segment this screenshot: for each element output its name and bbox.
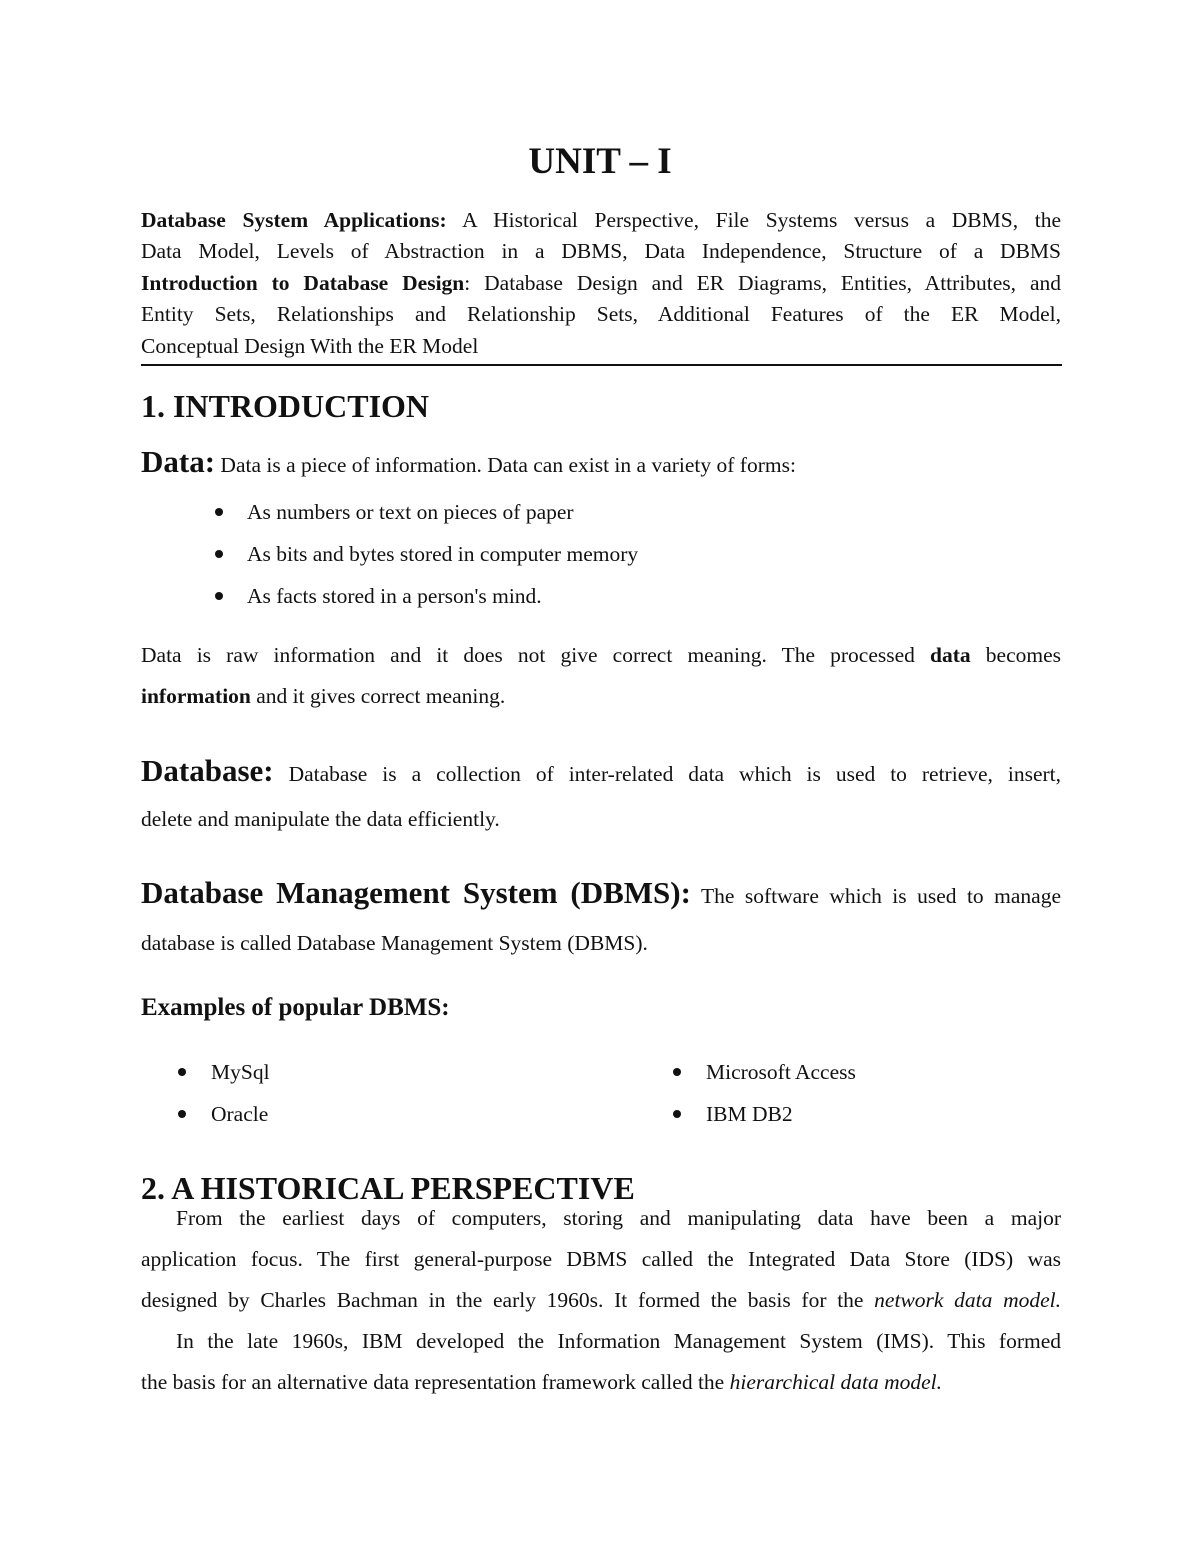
- term-dbms: Database Management System (DBMS):: [141, 875, 691, 910]
- syllabus-line: Conceptual Design With the ER Model: [141, 333, 479, 358]
- paragraph-line: delete and manipulate the data efficiently.: [141, 807, 500, 831]
- term-database: Database:: [141, 753, 274, 788]
- syllabus-text: : Database Design and ER Diagrams, Entities, Attributes, and: [464, 270, 1062, 295]
- paragraph-text: The software which is used to manage: [690, 884, 1061, 908]
- paragraph-line: [141, 753, 1061, 789]
- syllabus-line: Data Model, Levels of Abstraction in a DBMS, Data Independence, Structure of a DBMS: [141, 239, 1061, 264]
- paragraph-line: application focus. The first general-purpose DBMS called the Integrated Data Store (IDS) was: [141, 1247, 1061, 1271]
- horizontal-divider: [141, 364, 1062, 366]
- unit-title: UNIT – I: [528, 141, 672, 182]
- paragraph-text: and it gives correct meaning.: [250, 684, 506, 708]
- term-data: Data:: [141, 444, 216, 479]
- list-item: Microsoft Access: [671, 1060, 856, 1102]
- dbms-examples-right: [671, 1060, 856, 1144]
- dbms-examples-left: [176, 1060, 270, 1144]
- syllabus-label-design: Introduction to Database Design: [141, 270, 465, 295]
- data-definition-text: Data is a piece of information. Data can exist in a variety of forms:: [215, 453, 796, 477]
- syllabus-line: [141, 268, 1061, 299]
- paragraph-line: database is called Database Management System (DBMS).: [141, 931, 648, 955]
- paragraph-line: [141, 1288, 1061, 1312]
- list-item: Oracle: [176, 1102, 270, 1144]
- emphasis-information: information: [141, 684, 251, 708]
- paragraph-text: the basis for an alternative data representation framework called the: [141, 1370, 730, 1394]
- paragraph-text: becomes: [970, 643, 1062, 667]
- syllabus-block: [141, 205, 1061, 362]
- paragraph-line: [141, 1370, 1061, 1394]
- list-item: As numbers or text on pieces of paper: [213, 500, 638, 542]
- paragraph-line: In the late 1960s, IBM developed the Information Management System (IMS). This formed: [176, 1329, 1061, 1353]
- syllabus-line: [141, 205, 1061, 236]
- list-item: MySql: [176, 1060, 270, 1102]
- emphasis-data: data: [930, 643, 971, 667]
- paragraph-line: [141, 684, 1061, 708]
- data-forms-list: [213, 500, 638, 626]
- examples-heading: Examples of popular DBMS:: [141, 994, 450, 1021]
- paragraph-text: Database is a collection of inter-related data which is used to retrieve, insert,: [273, 762, 1061, 786]
- paragraph-line: [141, 875, 1061, 911]
- syllabus-line: Entity Sets, Relationships and Relationship Sets, Additional Features of the ER Model,: [141, 302, 1061, 327]
- emphasis-network-data-model: network data model.: [874, 1288, 1061, 1312]
- section-heading-historical-perspective: 2. A HISTORICAL PERSPECTIVE: [141, 1170, 635, 1206]
- section-heading-introduction: 1. INTRODUCTION: [141, 388, 430, 424]
- syllabus-text: A Historical Perspective, File Systems versus a DBMS, the: [446, 208, 1061, 232]
- paragraph-line: [141, 643, 1061, 667]
- list-item: As bits and bytes stored in computer memory: [213, 542, 638, 584]
- syllabus-label-applications: Database System Applications:: [141, 208, 447, 232]
- paragraph-line: From the earliest days of computers, storing and manipulating data have been a major: [176, 1206, 1061, 1230]
- paragraph-text: designed by Charles Bachman in the early 1960s. It formed the basis for the: [141, 1288, 875, 1312]
- list-item: As facts stored in a person's mind.: [213, 584, 638, 626]
- emphasis-hierarchical-data-model: hierarchical data model.: [729, 1370, 942, 1394]
- list-item: IBM DB2: [671, 1102, 856, 1144]
- data-definition: [141, 444, 1061, 479]
- paragraph-text: Data is raw information and it does not give correct meaning. The processed: [141, 643, 931, 667]
